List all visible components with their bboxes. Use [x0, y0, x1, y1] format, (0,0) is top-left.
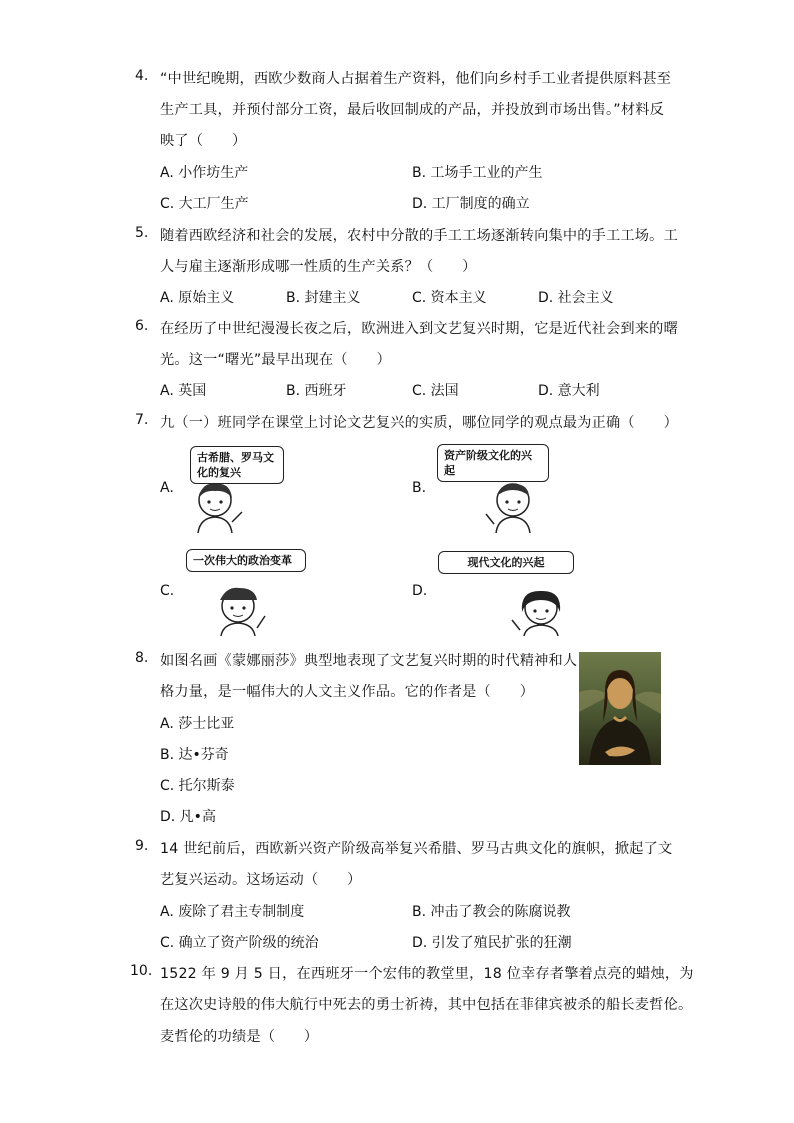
question-text: 如图名画《蒙娜丽莎》典型地表现了文艺复兴时期的时代精神和人 [160, 653, 578, 669]
question-number: 8. [135, 650, 149, 666]
option-c: C. 大工厂生产 [160, 196, 249, 212]
option-b: B. 西班牙 [286, 383, 347, 399]
mona-lisa-painting [579, 652, 661, 765]
option-a: A. 英国 [160, 383, 207, 399]
question-number: 5. [135, 225, 149, 241]
option-a: A. 原始主义 [160, 290, 235, 306]
option-d: D. 意大利 [538, 383, 600, 399]
question-text: 艺复兴运动。这场运动（ ） [160, 872, 362, 888]
question-number: 7. [135, 412, 149, 428]
option-c: C. 托尔斯泰 [160, 778, 235, 794]
option-a: A. 废除了君主专制制度 [160, 904, 305, 920]
question-text: “中世纪晚期，西欧少数商人占据着生产资料，他们向乡村手工业者提供原料甚至 [160, 71, 672, 87]
question-number: 4. [135, 68, 149, 84]
option-b: B. 工场手工业的产生 [412, 165, 543, 181]
question-text: 人与雇主逐渐形成哪一性质的生产关系？（ ） [160, 259, 477, 275]
question-text: 九（一）班同学在课堂上讨论文艺复兴的实质，哪位同学的观点最为正确（ ） [160, 415, 678, 431]
student-girl-icon [180, 478, 250, 533]
option-d: D. [412, 583, 428, 599]
question-number: 6. [135, 318, 149, 334]
question-text: 在这次史诗般的伟大航行中死去的勇士祈祷，其中包括在菲律宾被杀的船长麦哲伦。 [160, 997, 693, 1013]
option-a: A. 莎士比亚 [160, 716, 235, 732]
question-text: 14 世纪前后，西欧新兴资产阶级高举复兴希腊、罗马古典文化的旗帜，掀起了文 [160, 841, 673, 857]
option-b: B. 封建主义 [286, 290, 361, 306]
option-b: B. 达•芬奇 [160, 747, 229, 763]
option-b: B. 冲击了教会的陈腐说教 [412, 904, 571, 920]
question-text: 格力量，是一幅伟大的人文主义作品。它的作者是（ ） [160, 684, 535, 700]
speech-bubble-d: 现代文化的兴起 [438, 551, 574, 574]
option-c: C. [160, 583, 175, 599]
option-c: C. 资本主义 [412, 290, 487, 306]
student-boy-cap-icon [203, 584, 273, 636]
question-text: 光。这一“曙光”最早出现在（ ） [160, 352, 391, 368]
option-b: B. [412, 480, 427, 496]
student-boy-icon [478, 478, 548, 533]
question-text: 麦哲伦的功绩是（ ） [160, 1029, 319, 1045]
question-text: 映了（ ） [160, 133, 247, 149]
question-number: 9. [135, 838, 149, 854]
student-girl-short-hair-icon [506, 586, 576, 636]
speech-bubble-a: 古希腊、罗马文化的复兴 [190, 446, 284, 484]
option-a: A. [160, 480, 174, 496]
question-text: 随着西欧经济和社会的发展，农村中分散的手工工场逐渐转向集中的手工工场。工 [160, 228, 678, 244]
question-text: 1522 年 9 月 5 日，在西班牙一个宏伟的教堂里，18 位幸存者擎着点亮的蜡烛，为 [160, 966, 694, 982]
question-text: 生产工具，并预付部分工资，最后收回制成的产品，并投放到市场出售。”材料反 [160, 102, 665, 118]
option-c: C. 法国 [412, 383, 459, 399]
option-c: C. 确立了资产阶级的统治 [160, 935, 319, 951]
question-number: 10. [130, 963, 153, 979]
speech-bubble-c: 一次伟大的政治变革 [186, 549, 306, 572]
option-a: A. 小作坊生产 [160, 165, 249, 181]
option-d: D. 引发了殖民扩张的狂潮 [412, 935, 572, 951]
option-d: D. 工厂制度的确立 [412, 196, 530, 212]
option-d: D. 社会主义 [538, 290, 614, 306]
question-text: 在经历了中世纪漫漫长夜之后，欧洲进入到文艺复兴时期，它是近代社会到来的曙 [160, 321, 678, 337]
speech-bubble-b: 资产阶级文化的兴起 [437, 444, 549, 482]
option-d: D. 凡•高 [160, 809, 216, 825]
